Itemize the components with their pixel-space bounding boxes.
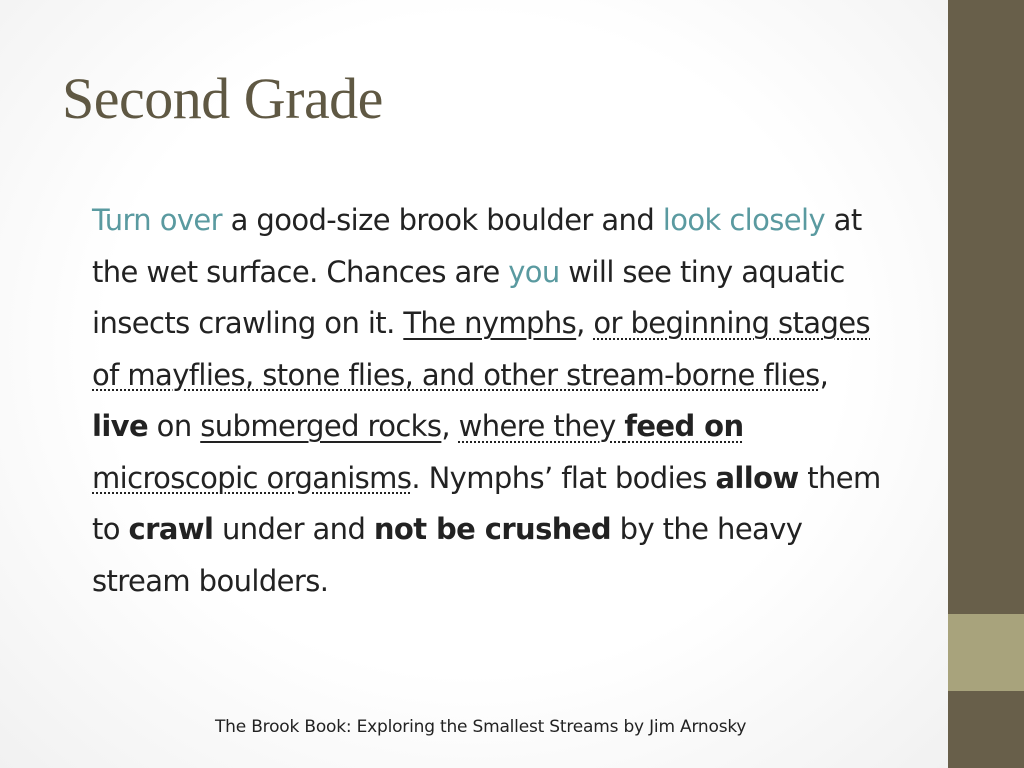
dotted-microscopic-organisms: microscopic organisms bbox=[92, 460, 412, 495]
passage-segment: on bbox=[148, 409, 201, 443]
passage-segment: under and bbox=[213, 512, 374, 546]
sidebar-accent-block bbox=[948, 614, 1024, 691]
passage-text bbox=[92, 195, 892, 607]
highlight-you: you bbox=[508, 254, 560, 289]
highlight-turn-over: Turn over bbox=[92, 203, 222, 237]
bold-not-be-crushed: not be crushed bbox=[373, 512, 612, 546]
passage-segment: . Nymphs’ flat bodies bbox=[411, 460, 716, 495]
dotted-where-they: where they bbox=[458, 409, 625, 443]
bold-allow: allow bbox=[715, 460, 799, 495]
bold-crawl: crawl bbox=[128, 512, 214, 546]
passage-segment: , bbox=[441, 409, 459, 443]
slide-title: Second Grade bbox=[62, 66, 383, 131]
passage-segment: them to bbox=[92, 460, 881, 546]
bold-feed-on: feed on bbox=[624, 409, 744, 443]
passage-segment: will see tiny aquatic insects crawling on it. bbox=[92, 254, 845, 340]
passage-segment: , bbox=[576, 306, 594, 340]
passage-segment: at the wet surface. Chances are bbox=[92, 203, 862, 289]
source-caption: The Brook Book: Exploring the Smallest Streams by Jim Arnosky bbox=[215, 717, 747, 737]
passage-segment: , bbox=[819, 357, 829, 392]
underlined-submerged-rocks: submerged rocks bbox=[200, 409, 442, 443]
passage-segment: by the heavy stream boulders. bbox=[92, 512, 803, 598]
passage-segment: a good-size brook boulder and bbox=[221, 203, 663, 237]
dotted-beginning-stages: or beginning stages of mayflies, stone flies, and other stream-borne flies bbox=[92, 306, 871, 392]
highlight-look-closely: look closely bbox=[662, 203, 826, 237]
underlined-the-nymphs: The nymphs bbox=[403, 306, 577, 340]
bold-live: live bbox=[92, 409, 149, 443]
